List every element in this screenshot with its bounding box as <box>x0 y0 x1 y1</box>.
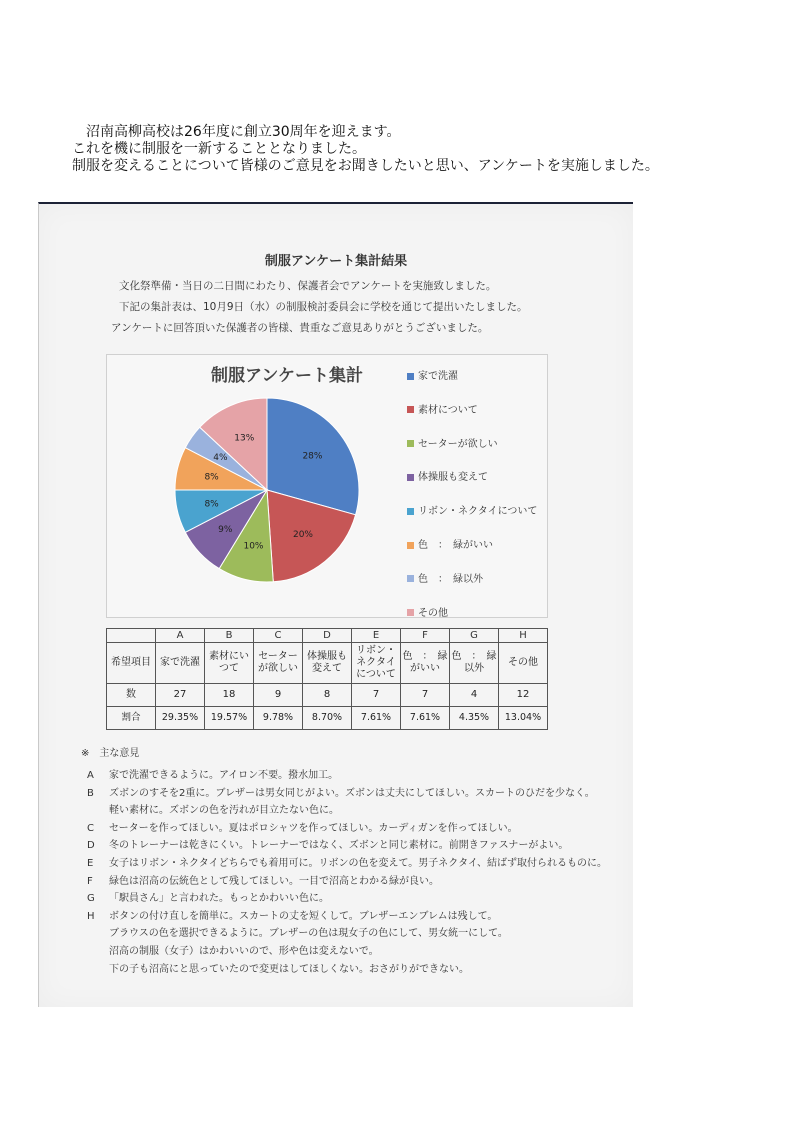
table-item-cell: その他 <box>499 643 548 684</box>
opinion-key: G <box>87 893 95 905</box>
table-count-cell: 27 <box>156 684 205 707</box>
opinion-text: 下の子も沼高にと思っていたので変更はしてほしくない。おさがりができない。 <box>109 963 469 975</box>
legend-item <box>407 401 547 416</box>
table-letter-cell: F <box>401 629 450 643</box>
legend-label: リボン・ネクタイについて <box>418 506 538 518</box>
table-count-cell: 8 <box>303 684 352 707</box>
table-letter-cell: A <box>156 629 205 643</box>
opinion-line <box>87 942 379 957</box>
legend-item <box>407 502 547 517</box>
legend-item <box>407 468 547 483</box>
legend-swatch <box>407 575 414 582</box>
legend-swatch <box>407 508 414 515</box>
legend-label: 素材について <box>418 404 478 416</box>
pie-slice-label: 20% <box>292 530 314 541</box>
opinion-line <box>87 907 497 922</box>
opinion-line <box>87 766 338 781</box>
table-percent-cell: 19.57% <box>205 707 254 730</box>
opinion-key: D <box>87 840 95 852</box>
pie-slice-label: 8% <box>204 472 219 483</box>
table-letter-cell: E <box>352 629 401 643</box>
opinion-line <box>87 924 508 939</box>
scanned-survey-document <box>38 202 633 1007</box>
opinions-heading: ※ 主な意見 <box>81 748 140 759</box>
table-count-cell: 18 <box>205 684 254 707</box>
table-count-row <box>107 684 548 707</box>
table-letter-cell: D <box>303 629 352 643</box>
table-percent-cell: 7.61% <box>401 707 450 730</box>
opinion-text: 沼高の制服（女子）はかわいいので、形や色は変えないで。 <box>109 946 379 957</box>
chart-title: 制服アンケート集計 <box>211 366 363 386</box>
survey-paragraph: 文化祭準備・当日の二日間にわたり、保護者会でアンケートを実施致しました。 <box>119 280 497 292</box>
legend-label: 体操服も変えて <box>418 472 488 484</box>
table-item-cell: 色 ： 緑以外 <box>450 643 499 684</box>
table-letter-cell: C <box>254 629 303 643</box>
legend-label: 色 ： 緑以外 <box>418 573 483 585</box>
table-letter-cell: H <box>499 629 548 643</box>
intro-line: 制服を変えることについて皆様のご意見をお聞きしたいと思い、アンケートを実施しました。 <box>72 158 659 174</box>
legend-swatch <box>407 542 414 549</box>
table-item-cell: リボン・ネクタイについて <box>352 643 401 684</box>
pie-chart <box>106 354 548 618</box>
table-percent-cell: 13.04% <box>499 707 548 730</box>
opinion-key: H <box>87 910 95 922</box>
opinion-key: A <box>87 770 94 781</box>
opinion-key: B <box>87 787 94 799</box>
pie-slice-label: 4% <box>213 453 228 464</box>
legend-item <box>407 435 547 450</box>
opinion-line <box>87 960 469 975</box>
table-item-cell: セーターが欲しい <box>254 643 303 684</box>
results-table <box>106 628 548 730</box>
table-count-cell: 7 <box>352 684 401 707</box>
pie-slice-label: 9% <box>218 524 233 535</box>
legend-label: 家で洗濯 <box>418 371 458 382</box>
opinion-key: E <box>87 858 94 869</box>
table-percent-cell: 9.78% <box>254 707 303 730</box>
survey-title: 制服アンケート集計結果 <box>264 254 408 269</box>
table-letter-cell: B <box>205 629 254 643</box>
table-letter-cell: G <box>450 629 499 643</box>
opinion-key: C <box>87 822 94 834</box>
table-item-cell: 体操服も変えて <box>303 643 352 684</box>
opinion-line <box>87 819 518 834</box>
table-percent-cell: 7.61% <box>352 707 401 730</box>
legend-swatch <box>407 373 414 380</box>
opinion-line <box>87 854 607 869</box>
table-corner <box>107 629 156 643</box>
table-item-cell: 色 ： 緑がいい <box>401 643 450 684</box>
survey-paragraph: アンケートに回答頂いた保護者の皆様、貴重なご意見ありがとうございました。 <box>111 322 489 334</box>
legend-swatch <box>407 406 414 413</box>
table-item-cell: 家で洗濯 <box>156 643 205 684</box>
opinion-line <box>87 801 339 816</box>
opinion-text: 家で洗濯できるように。アイロン不要。撥水加工。 <box>109 770 339 781</box>
legend-label: 色 ： 緑がいい <box>418 540 493 551</box>
table-row-header: 割合 <box>107 707 156 730</box>
opinion-text: 冬のトレーナーは乾きにくい。トレーナーではなく、ズボンと同じ素材に。前開きファスナーがよい。 <box>109 840 569 852</box>
intro-line: 沼南高柳高校は26年度に創立30周年を迎えます。 <box>86 124 401 140</box>
table-count-cell: 9 <box>254 684 303 707</box>
opinion-line <box>87 836 568 851</box>
opinion-line <box>87 889 329 904</box>
table-percent-cell: 4.35% <box>450 707 499 730</box>
table-percent-cell: 8.70% <box>303 707 352 730</box>
opinion-key: F <box>87 875 93 887</box>
table-item-cell: 素材にいつて <box>205 643 254 684</box>
opinion-text: 緑色は沼高の伝統色として残してほしい。一目で沼高とわかる緑が良い。 <box>109 875 439 887</box>
intro-line: これを機に制服を一新することとなりました。 <box>72 141 366 157</box>
legend-item <box>407 570 547 585</box>
legend-item <box>407 367 547 382</box>
legend-swatch <box>407 609 414 616</box>
opinion-text: セーターを作ってほしい。夏はポロシャツを作ってほしい。カーディガンを作ってほしい。 <box>109 822 518 834</box>
table-count-cell: 12 <box>499 684 548 707</box>
survey-paragraph: 下記の集計表は、10月9日（水）の制服検討委員会に学校を通じて提出いたしました。 <box>119 301 528 313</box>
pie-svg <box>107 355 407 617</box>
legend-swatch <box>407 474 414 481</box>
table-percent-row <box>107 707 548 730</box>
pie-slice-label: 28% <box>302 451 323 462</box>
opinion-line <box>87 872 439 887</box>
table-item-row <box>107 643 548 684</box>
table-row-header: 希望項目 <box>107 643 156 684</box>
pie-slice-label: 8% <box>204 499 219 510</box>
table-count-cell: 7 <box>401 684 450 707</box>
opinion-text: 「駅員さん」と言われた。もっとかわいい色に。 <box>109 893 329 905</box>
pie-slice-label: 13% <box>234 433 255 444</box>
legend-label: セーターが欲しい <box>418 438 498 450</box>
opinion-line <box>87 784 595 799</box>
table-row-header: 数 <box>107 684 156 707</box>
opinion-text: ズボンのすそを2重に。ブレザーは男女同じがよい。ズボンは丈夫にしてほしい。スカートのひだを少なく。 <box>109 787 595 799</box>
opinion-text: ボタンの付け直しを簡単に。スカートの丈を短くして。ブレザーエンブレムは残して。 <box>109 910 498 922</box>
legend-item <box>407 536 547 551</box>
table-letter-row <box>107 629 548 643</box>
opinion-text: 女子はリボン・ネクタイどちらでも着用可に。リボンの色を変えて。男子ネクタイ、結ばず取付られるものに。 <box>109 858 607 869</box>
table-percent-cell: 29.35% <box>156 707 205 730</box>
legend-item <box>407 604 547 619</box>
legend-label: その他 <box>418 607 448 619</box>
opinion-text: 軽い素材に。ズボンの色を汚れが目立たない色に。 <box>109 805 339 817</box>
pie-slice-label: 10% <box>243 541 264 552</box>
opinion-text: ブラウスの色を選択できるように。ブレザーの色は現女子の色にして、男女統一にして。 <box>109 928 508 940</box>
intro-text <box>72 124 659 175</box>
legend-swatch <box>407 440 414 447</box>
table-count-cell: 4 <box>450 684 499 707</box>
